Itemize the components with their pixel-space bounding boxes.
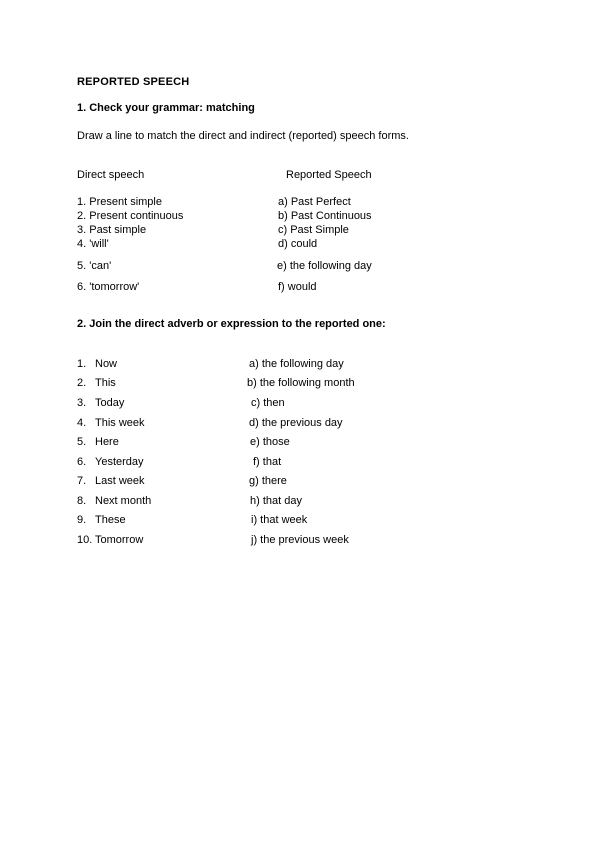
adverb-direct: Tomorrow	[95, 534, 144, 546]
adverb-reported: e) those	[250, 436, 290, 448]
direct-item: 6. 'tomorrow'	[77, 281, 140, 293]
adverb-num: 4.	[77, 417, 87, 429]
adverb-direct: Here	[95, 436, 119, 448]
direct-speech-header: Direct speech	[77, 169, 145, 181]
reported-item: e) the following day	[277, 260, 372, 272]
adverb-num: 2.	[77, 377, 87, 389]
adverb-num: 3.	[77, 397, 87, 409]
adverb-direct: These	[95, 514, 126, 526]
section2-heading: 2. Join the direct adverb or expression to the reported one:	[77, 318, 386, 330]
adverb-direct: This week	[95, 417, 145, 429]
adverb-reported: d) the previous day	[249, 417, 343, 429]
direct-item: 2. Present continuous	[77, 210, 184, 222]
direct-item: 4. 'will'	[77, 238, 109, 250]
adverb-num: 1.	[77, 358, 87, 370]
direct-item: 5. 'can'	[77, 260, 112, 272]
adverb-direct: This	[95, 377, 116, 389]
section1-instruction: Draw a line to match the direct and indirect (reported) speech forms.	[77, 130, 409, 142]
adverb-reported: c) then	[251, 397, 285, 409]
adverb-num: 6.	[77, 456, 87, 468]
adverb-reported: i) that week	[251, 514, 308, 526]
adverb-num: 8.	[77, 495, 87, 507]
direct-item: 3. Past simple	[77, 224, 147, 236]
reported-item: a) Past Perfect	[278, 196, 351, 208]
adverb-reported: a) the following day	[249, 358, 344, 370]
adverb-direct: Yesterday	[95, 456, 144, 468]
adverb-reported: h) that day	[250, 495, 302, 507]
reported-item: d) could	[278, 238, 318, 250]
reported-speech-header: Reported Speech	[286, 169, 372, 181]
reported-item: f) would	[278, 281, 317, 293]
adverb-reported: f) that	[253, 456, 282, 468]
adverb-direct: Next month	[95, 495, 152, 507]
adverb-num: 10.	[77, 534, 93, 546]
adverb-reported: b) the following month	[247, 377, 355, 389]
adverb-reported: g) there	[249, 475, 287, 487]
adverb-num: 5.	[77, 436, 87, 448]
adverb-reported: j) the previous week	[251, 534, 349, 546]
reported-item: c) Past Simple	[278, 224, 349, 236]
adverb-direct: Last week	[95, 475, 145, 487]
adverb-num: 7.	[77, 475, 87, 487]
page-title: REPORTED SPEECH	[77, 76, 190, 88]
adverb-num: 9.	[77, 514, 87, 526]
adverb-direct: Today	[95, 397, 125, 409]
section1-heading: 1. Check your grammar: matching	[77, 102, 255, 114]
adverb-direct: Now	[95, 358, 118, 370]
reported-item: b) Past Continuous	[278, 210, 372, 222]
direct-item: 1. Present simple	[77, 196, 162, 208]
